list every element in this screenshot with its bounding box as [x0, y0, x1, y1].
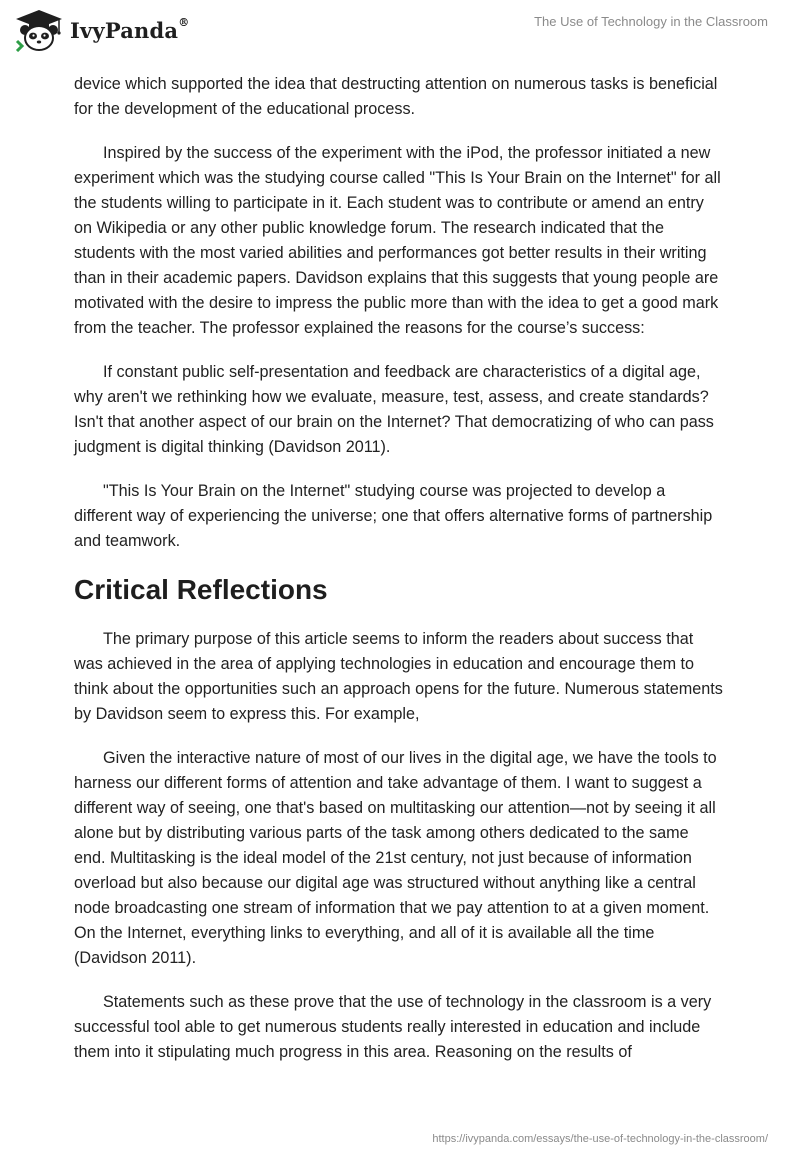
paragraph: device which supported the idea that destructing attention on numerous tasks is beneficial for the development of the educational process. — [74, 75, 718, 118]
page-header — [0, 0, 800, 70]
registered-mark: ® — [178, 15, 190, 29]
section-heading: Critical Reflections — [74, 574, 328, 605]
paragraph: Statements such as these prove that the use of technology in the classroom is a very successful tool able to get numerous students really interested in education and include them into it stipulating much progress in this area. Reasoning on the results of — [74, 993, 712, 1061]
document-title: The Use of Technology in the Classroom — [534, 14, 768, 29]
block-quote: Given the interactive nature of most of our lives in the digital age, we have the tools to harness our different forms of attention and take advantage of them. I want to suggest a different way of seeing, one that's based on multitasking our attention—not by seeing it all alone but by distributing various parts of the task among others dedicated to the same end. Multitasking is the ideal model of the 21st century, not just because of information overload but also because our digital age was structured without anything like a central node broadcasting one stream of information that we pay attention to at a given moment. On the Internet, everything links to everything, and all of it is available all the time (Davidson 2011). — [74, 749, 717, 967]
paragraph: "This Is Your Brain on the Internet" studying course was projected to develop a different way of experiencing the universe; one that offers alternative forms of partnership and teamwork. — [74, 482, 713, 550]
panda-graduate-logo-icon — [14, 8, 64, 52]
paragraph: The primary purpose of this article seems to inform the readers about success that was achieved in the area of applying technologies in education and encourage them to think about the opportunities such an approach opens for the future. Numerous statements by Davidson seem to express this. For example, — [74, 630, 723, 723]
source-url[interactable]: https://ivypanda.com/essays/the-use-of-technology-in-the-classroom/ — [432, 1133, 768, 1145]
brand-name: IvyPanda® — [70, 15, 190, 43]
brand-logo[interactable] — [14, 8, 189, 52]
article-body — [74, 72, 724, 1084]
paragraph: Inspired by the success of the experiment with the iPod, the professor initiated a new experiment which was the studying course called "This Is Your Brain on the Internet" for all the students willing to participate in it. Each student was to contribute or amend an entry on Wikipedia or any other public knowledge forum. The research indicated that the students with the most varied abilities and performances got better results in their writing than in their academic papers. Davidson explains that this suggests that young people are motivated with the desire to impress the public more than with the idea to get a good mark from the teacher. The professor explained the reasons for the course’s success: — [74, 144, 721, 337]
block-quote: If constant public self-presentation and feedback are characteristics of a digital age, why aren't we rethinking how we evaluate, measure, test, assess, and create standards? Isn't that another aspect of our brain on the Internet? That democratizing of who can pass judgment is digital thinking (Davidson 2011). — [74, 363, 714, 456]
